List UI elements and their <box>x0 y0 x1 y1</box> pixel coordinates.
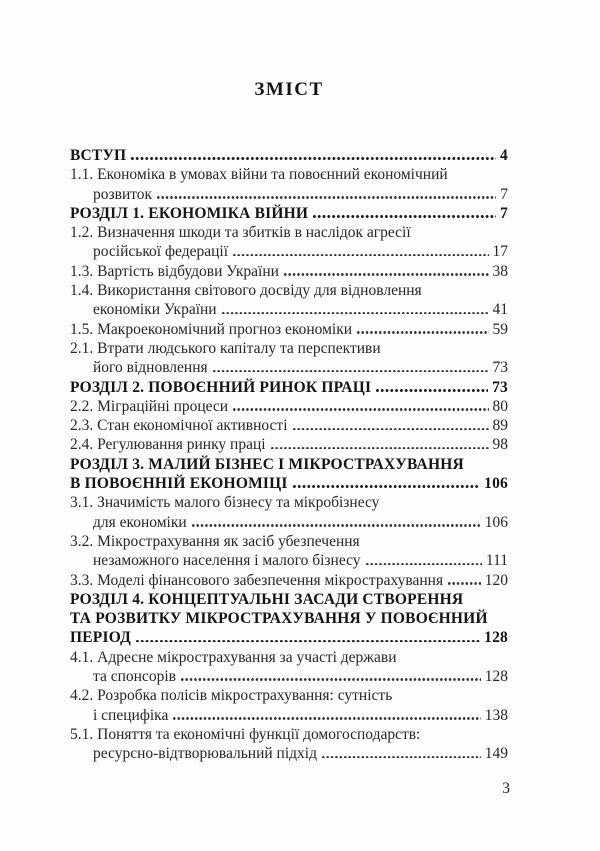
toc-page-number: 128 <box>484 668 508 686</box>
toc-entry-text: 2.2. Міграційні процеси <box>70 397 229 415</box>
toc-heading-entry <box>70 590 508 648</box>
toc-page-number: 106 <box>484 513 508 531</box>
toc-page-number: 73 <box>492 359 508 377</box>
toc-page-number: 111 <box>485 552 508 570</box>
toc-page-number: 7 <box>500 185 508 203</box>
toc-page-number: 80 <box>492 397 508 415</box>
toc-sub-entry <box>70 262 508 281</box>
toc-line <box>70 513 508 532</box>
toc-line: 1.2. Визначення шкоди та збитків в наслідок агресії <box>70 224 411 242</box>
toc-line <box>70 571 508 590</box>
toc-entry-text: 1.3. Вартість відбудови України <box>70 262 279 280</box>
toc-entry-text: і специфіка <box>93 706 169 724</box>
toc-entry-text: РОЗДІЛ 1. ЕКОНОМІКА ВІЙНИ <box>70 204 309 222</box>
toc-sub-entry <box>70 493 508 532</box>
toc-page-number: 41 <box>492 301 508 319</box>
toc-line <box>70 242 508 261</box>
toc-entry-text: ВСТУП <box>70 147 127 164</box>
toc-line <box>70 146 508 165</box>
toc-page-number: 7 <box>500 204 508 222</box>
toc-entry-text: незаможного населення і малого бізнесу <box>93 552 361 570</box>
toc-page-number: 59 <box>492 320 508 338</box>
dot-leader <box>136 640 480 643</box>
toc-page-number: 149 <box>484 745 508 763</box>
toc-entry-text: РОЗДІЛ 2. ПОВОЄННИЙ РИНОК ПРАЦІ <box>70 378 372 396</box>
toc-entry-text: 2.3. Стан економічної активності <box>70 417 288 435</box>
toc-page-number: 138 <box>484 706 508 724</box>
dot-leader <box>293 485 481 488</box>
toc-line: 5.1. Поняття та економічні функції домогосподарств: <box>70 725 421 743</box>
toc-sub-entry <box>70 320 508 339</box>
toc-entry-text: для економіки <box>93 513 187 531</box>
toc-page-number: 120 <box>484 571 508 589</box>
toc-page-number: 73 <box>492 378 508 396</box>
toc-page-number: 128 <box>484 629 508 647</box>
toc-line <box>70 551 508 570</box>
toc-entry-text: та спонсорів <box>93 668 176 686</box>
toc-sub-entry <box>70 165 508 204</box>
toc-line <box>70 435 508 454</box>
dot-leader <box>313 215 496 218</box>
toc-sub-entry <box>70 397 508 416</box>
toc-sub-entry <box>70 416 508 435</box>
toc-page-number: 17 <box>492 243 508 261</box>
toc-entry-text: економіки України <box>93 301 217 319</box>
dot-leader <box>157 196 496 199</box>
toc-line <box>70 706 508 725</box>
page-title: ЗМІСТ <box>254 79 324 100</box>
dot-leader <box>213 370 489 373</box>
toc-line <box>70 185 508 204</box>
toc-line <box>70 378 508 397</box>
dot-leader <box>448 582 481 585</box>
toc-heading-entry <box>70 146 508 165</box>
toc-entry-text: ПЕРІОД <box>70 629 132 647</box>
toc-entry-text: його відновлення <box>93 359 208 377</box>
toc-heading-entry <box>70 204 508 223</box>
toc-entry-text: В ПОВОЄННІЙ ЕКОНОМІЦІ <box>70 475 288 493</box>
toc-page-number: 98 <box>492 436 508 454</box>
toc-line: РОЗДІЛ 4. КОНЦЕПТУАЛЬНІ ЗАСАДИ СТВОРЕННЯ <box>70 590 464 608</box>
toc-line: 3.1. Значимість малого бізнесу та мікробізнесу <box>70 494 380 512</box>
dot-leader <box>173 717 480 720</box>
dot-leader <box>293 428 489 431</box>
toc-page-number: 4 <box>500 147 508 164</box>
toc-line: 4.2. Розробка полісів мікрострахування: сутність <box>70 687 393 705</box>
toc-line: 4.1. Адресне мікрострахування за участі держави <box>70 648 397 666</box>
toc-entry-text: ресурсно-відтворювальний підхід <box>93 745 317 763</box>
toc-page-number: 106 <box>484 475 508 493</box>
toc-line <box>70 358 508 377</box>
toc-line: 1.1. Економіка в умовах війни та повоєнний економічний <box>70 166 448 184</box>
dot-leader <box>284 273 489 276</box>
toc-page-number: 38 <box>492 262 508 280</box>
toc-line <box>70 262 508 281</box>
toc-sub-entry <box>70 223 508 262</box>
dot-leader <box>131 157 496 160</box>
toc-line: 1.4. Використання світового досвіду для відновлення <box>70 282 422 300</box>
toc-sub-entry <box>70 435 508 454</box>
toc-sub-entry <box>70 686 508 725</box>
toc-entry-text: 1.5. Макроекономічний прогноз економіки <box>70 320 353 338</box>
toc-line: РОЗДІЛ 3. МАЛИЙ БІЗНЕС І МІКРОСТРАХУВАННЯ <box>70 455 464 473</box>
toc-entry-text: розвиток <box>93 185 153 203</box>
toc-entry-text: 3.3. Моделі фінансового забезпечення мікрострахування <box>70 571 444 589</box>
toc-line <box>70 416 508 435</box>
table-of-contents <box>70 146 508 764</box>
toc-heading-entry <box>70 378 508 397</box>
dot-leader <box>181 678 481 681</box>
dot-leader <box>322 756 481 759</box>
dot-leader <box>192 524 481 527</box>
dot-leader <box>222 312 489 315</box>
toc-entry-text: російської федерації <box>93 243 229 261</box>
toc-line: 3.2. Мікрострахування як засіб убезпечення <box>70 532 360 550</box>
dot-leader <box>271 447 489 450</box>
toc-page-number: 89 <box>492 417 508 435</box>
toc-line <box>70 628 508 647</box>
dot-leader <box>233 254 488 257</box>
dot-leader <box>366 563 482 566</box>
toc-line <box>70 744 508 763</box>
toc-sub-entry <box>70 648 508 687</box>
folio-page-number: 3 <box>502 780 510 797</box>
toc-line <box>70 320 508 339</box>
toc-line <box>70 204 508 223</box>
toc-line <box>70 397 508 416</box>
toc-line <box>70 300 508 319</box>
toc-line <box>70 474 508 493</box>
dot-leader <box>233 408 488 411</box>
toc-line <box>70 667 508 686</box>
dot-leader <box>357 331 488 334</box>
toc-sub-entry <box>70 339 508 378</box>
toc-heading-entry <box>70 455 508 494</box>
dot-leader <box>376 389 488 392</box>
toc-entry-text: 2.4. Регулювання ринку праці <box>70 436 266 454</box>
toc-sub-entry <box>70 281 508 320</box>
toc-sub-entry <box>70 571 508 590</box>
toc-line: ТА РОЗВИТКУ МІКРОСТРАХУВАННЯ У ПОВОЄННИЙ <box>70 610 488 628</box>
toc-sub-entry <box>70 532 508 571</box>
toc-line: 2.1. Втрати людського капіталу та перспективи <box>70 339 381 357</box>
toc-sub-entry <box>70 725 508 764</box>
